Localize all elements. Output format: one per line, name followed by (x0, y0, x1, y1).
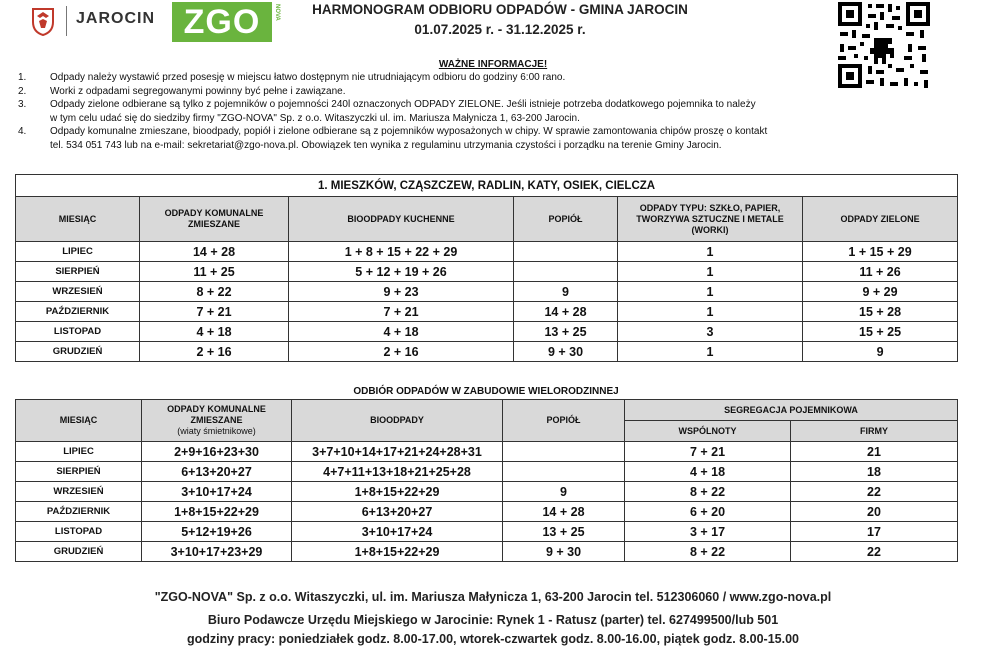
schedule-table-villages (15, 174, 958, 362)
t2-row (16, 542, 958, 562)
schedule-table-multifamily (15, 399, 958, 562)
important-info-list (18, 71, 938, 153)
t1-header-cell: MIESIĄC (16, 197, 140, 242)
t1-month-cell: LIPIEC (16, 242, 140, 262)
t2-header-month: MIESIĄC (16, 400, 142, 442)
t2-date-cell (503, 462, 625, 482)
t2-date-cell: 8 + 22 (625, 542, 791, 562)
t1-date-cell: 1 (618, 302, 803, 322)
t2-date-cell: 4+7+11+13+18+21+25+28 (292, 462, 503, 482)
t1-month-cell: PAŹDZIERNIK (16, 302, 140, 322)
info-item-number: 2. (18, 85, 27, 97)
t2-date-cell (503, 442, 625, 462)
t2-header-bio: BIOODPADY (292, 400, 503, 442)
info-item-number (18, 112, 50, 126)
t1-date-cell: 9 + 30 (514, 342, 618, 362)
t1-date-cell (514, 242, 618, 262)
t1-row (16, 302, 958, 322)
t2-date-cell: 22 (791, 542, 958, 562)
jarocin-crest-icon (30, 6, 56, 36)
t2-date-cell: 18 (791, 462, 958, 482)
t1-header-cell: ODPADY ZIELONE (803, 197, 958, 242)
t2-date-cell: 17 (791, 522, 958, 542)
info-item-text: Worki z odpadami segregowanymi powinny być pełne i zawiązane. (50, 85, 346, 97)
t2-header-mixed-label: ODPADY KOMUNALNE ZMIESZANE (167, 404, 266, 425)
t1-row (16, 262, 958, 282)
info-item-number: 4. (18, 126, 27, 138)
t1-date-cell: 9 (803, 342, 958, 362)
t2-month-cell: GRUDZIEŃ (16, 542, 142, 562)
t2-header-seg-firms: FIRMY (791, 421, 958, 442)
t1-date-cell: 7 + 21 (289, 302, 514, 322)
t1-date-cell: 1 + 8 + 15 + 22 + 29 (289, 242, 514, 262)
t2-month-cell: LIPIEC (16, 442, 142, 462)
t2-date-cell: 7 + 21 (625, 442, 791, 462)
zgo-logo-side-text: NOVA (274, 4, 280, 21)
t1-date-cell: 1 + 15 + 29 (803, 242, 958, 262)
t2-header-ash: POPIÓŁ (503, 400, 625, 442)
t2-row (16, 442, 958, 462)
t1-header-cell: POPIÓŁ (514, 197, 618, 242)
schedule-title: HARMONOGRAM ODBIORU ODPADÓW - GMINA JAROCIN (312, 2, 688, 17)
t1-date-cell: 5 + 12 + 19 + 26 (289, 262, 514, 282)
t1-month-cell: GRUDZIEŃ (16, 342, 140, 362)
info-item-number: 3. (18, 99, 27, 111)
schedule-title-block (290, 0, 710, 40)
t2-date-cell: 1+8+15+22+29 (142, 502, 292, 522)
t2-header-seg-shared: WSPÓLNOTY (625, 421, 791, 442)
info-item-line (18, 112, 938, 126)
schedule-period: 01.07.2025 r. - 31.12.2025 r. (414, 22, 586, 37)
t1-date-cell: 9 + 29 (803, 282, 958, 302)
t2-date-cell: 3+10+17+24 (142, 482, 292, 502)
t2-row (16, 502, 958, 522)
t2-header-mixed (142, 400, 292, 442)
t1-date-cell: 7 + 21 (140, 302, 289, 322)
t1-header-cell: ODPADY TYPU: SZKŁO, PAPIER, TWORZYWA SZTUCZNE I METALE (WORKI) (618, 197, 803, 242)
zgo-logo: ZGO (172, 2, 272, 42)
info-item-line (18, 71, 938, 85)
t2-date-cell: 1+8+15+22+29 (292, 482, 503, 502)
logo-divider (66, 6, 67, 36)
t1-month-cell: SIERPIEŃ (16, 262, 140, 282)
info-item-number: 1. (18, 72, 27, 83)
header-logos (30, 4, 290, 42)
t2-date-cell: 5+12+19+26 (142, 522, 292, 542)
info-item-line (18, 85, 938, 99)
t1-date-cell: 2 + 16 (140, 342, 289, 362)
t2-month-cell: WRZESIEŃ (16, 482, 142, 502)
t1-date-cell: 11 + 26 (803, 262, 958, 282)
t2-row (16, 522, 958, 542)
table2-title: ODBIÓR ODPADÓW W ZABUDOWIE WIELORODZINNEJ (353, 386, 619, 397)
t1-date-cell: 9 (514, 282, 618, 302)
t2-date-cell: 13 + 25 (503, 522, 625, 542)
t2-row (16, 462, 958, 482)
info-item-text: Odpady należy wystawić przed posesję w miejscu łatwo dostępnym nie utrudniającym odbioru do godziny 6:00 rano. (50, 72, 566, 83)
t1-month-cell: WRZESIEŃ (16, 282, 140, 302)
t1-date-cell: 4 + 18 (140, 322, 289, 342)
t1-header-cell: ODPADY KOMUNALNE ZMIESZANE (140, 197, 289, 242)
t2-date-cell: 2+9+16+23+30 (142, 442, 292, 462)
info-item-number (18, 139, 50, 153)
info-item-line (18, 139, 938, 153)
t1-row (16, 322, 958, 342)
t1-date-cell: 11 + 25 (140, 262, 289, 282)
t1-date-cell: 13 + 25 (514, 322, 618, 342)
t2-date-cell: 3 + 17 (625, 522, 791, 542)
t2-date-cell: 3+10+17+24 (292, 522, 503, 542)
t2-date-cell: 9 + 30 (503, 542, 625, 562)
t1-header-cell: BIOODPADY KUCHENNE (289, 197, 514, 242)
info-item-text: w tym celu udać się do siedziby firmy "ZGO-NOVA" Sp. z o.o. Witaszyczki ul. im. Mariusza Małynicza 1, 63-200 Jarocin. (50, 112, 580, 124)
t2-date-cell: 3+7+10+14+17+21+24+28+31 (292, 442, 503, 462)
t2-date-cell: 1+8+15+22+29 (292, 542, 503, 562)
t2-date-cell: 6+13+20+27 (292, 502, 503, 522)
t2-month-cell: SIERPIEŃ (16, 462, 142, 482)
t1-month-cell: LISTOPAD (16, 322, 140, 342)
t2-date-cell: 8 + 22 (625, 482, 791, 502)
t1-row (16, 242, 958, 262)
t2-date-cell: 3+10+17+23+29 (142, 542, 292, 562)
t1-date-cell: 14 + 28 (514, 302, 618, 322)
t2-date-cell: 9 (503, 482, 625, 502)
footer-office-line: Biuro Podawcze Urzędu Miejskiego w Jarocinie: Rynek 1 - Ratusz (parter) tel. 627499500/lub 501 (207, 613, 779, 627)
t1-date-cell: 15 + 25 (803, 322, 958, 342)
t1-date-cell: 1 (618, 342, 803, 362)
info-item-text: Odpady zielone odbierane są tylko z pojemników o pojemności 240l oznaczonych ODPADY ZIELONE. Jeśli istnieje potrzeba dodatkowego pojemnika to należy (50, 99, 756, 111)
info-item-line (18, 125, 938, 139)
t2-date-cell: 21 (791, 442, 958, 462)
t1-date-cell: 1 (618, 282, 803, 302)
t1-date-cell: 2 + 16 (289, 342, 514, 362)
t2-date-cell: 20 (791, 502, 958, 522)
t2-row (16, 482, 958, 502)
t2-month-cell: LISTOPAD (16, 522, 142, 542)
t1-date-cell (514, 262, 618, 282)
t2-date-cell: 6 + 20 (625, 502, 791, 522)
t1-date-cell: 1 (618, 262, 803, 282)
important-info-heading: WAŻNE INFORMACJE! (438, 59, 548, 70)
info-item-text: tel. 534 051 743 lub na e-mail: sekretariat@zgo-nova.pl. Obowiązek ten wynika z regulaminu utrzymania czystości i porządku na terenie Gminy Jarocin. (50, 139, 722, 151)
info-item-line (18, 98, 938, 112)
t1-date-cell: 8 + 22 (140, 282, 289, 302)
footer-company-line: "ZGO-NOVA" Sp. z o.o. Witaszyczki, ul. im. Mariusza Małynicza 1, 63-200 Jarocin tel. 512306060 / www.zgo-nova.pl (154, 590, 832, 604)
table1-title: 1. MIESZKÓW, CZĄSZCZEW, RADLIN, KATY, OSIEK, CIELCZA (16, 175, 958, 197)
t1-date-cell: 4 + 18 (289, 322, 514, 342)
t1-date-cell: 15 + 28 (803, 302, 958, 322)
info-item-text: Odpady komunalne zmieszane, bioodpady, popiół i zielone odbierane są z pojemników wyposażonych w chipy. W sprawie zamontowania chipów proszę o kontakt (50, 126, 768, 138)
t1-row (16, 282, 958, 302)
t2-date-cell: 6+13+20+27 (142, 462, 292, 482)
t1-date-cell: 14 + 28 (140, 242, 289, 262)
t1-date-cell: 9 + 23 (289, 282, 514, 302)
t2-date-cell: 4 + 18 (625, 462, 791, 482)
t1-date-cell: 3 (618, 322, 803, 342)
t2-header-mixed-note: (wiaty śmietnikowe) (177, 426, 256, 436)
municipality-logo-text: JAROCIN (76, 10, 156, 27)
t2-date-cell: 22 (791, 482, 958, 502)
t2-header-segregation: SEGREGACJA POJEMNIKOWA (625, 400, 958, 421)
t1-row (16, 342, 958, 362)
t2-month-cell: PAŹDZIERNIK (16, 502, 142, 522)
t1-date-cell: 1 (618, 242, 803, 262)
footer-hours-line: godziny pracy: poniedziałek godz. 8.00-17.00, wtorek-czwartek godz. 8.00-16.00, piątek godz. 8.00-15.00 (186, 632, 800, 646)
t2-date-cell: 14 + 28 (503, 502, 625, 522)
